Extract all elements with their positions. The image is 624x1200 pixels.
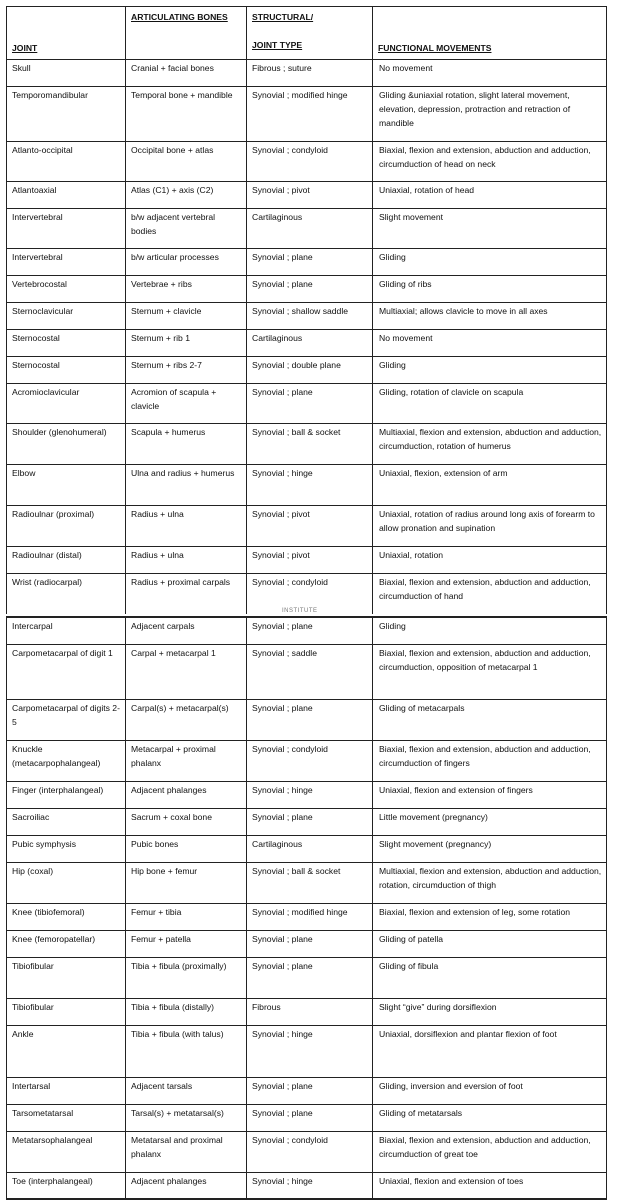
cell-joint: Ankle — [7, 1025, 126, 1077]
cell-bones: Tarsal(s) + metatarsal(s) — [126, 1104, 247, 1131]
cell-bones: Scapula + humerus — [126, 424, 247, 465]
cell-type: Synovial ; plane — [247, 1077, 373, 1104]
cell-type: Synovial ; plane — [247, 808, 373, 835]
cell-type: Synovial ; condyloid — [247, 574, 373, 614]
cell-bones: Temporal bone + mandible — [126, 87, 247, 142]
cell-joint: Knee (femoropatellar) — [7, 930, 126, 957]
table-row — [7, 835, 607, 862]
cell-type: Synovial ; plane — [247, 699, 373, 740]
cell-type: Synovial ; condyloid — [247, 142, 373, 182]
cell-movement: Multiaxial, flexion and extension, abduction and adduction, circumduction, rotation of humerus — [373, 424, 607, 465]
cell-joint: Radioulnar (proximal) — [7, 506, 126, 547]
table-row — [7, 465, 607, 506]
cell-type: Synovial ; pivot — [247, 506, 373, 547]
cell-type: Synovial ; pivot — [247, 547, 373, 574]
cell-joint: Metatarsophalangeal — [7, 1131, 126, 1172]
cell-joint: Wrist (radiocarpal) — [7, 574, 126, 614]
header-row — [7, 7, 607, 60]
table-row — [7, 740, 607, 781]
cell-joint: Pubic symphysis — [7, 835, 126, 862]
header-bones: ARTICULATING BONES — [131, 12, 228, 22]
cell-bones: Sternum + clavicle — [126, 303, 247, 330]
cell-movement: Gliding of ribs — [373, 276, 607, 303]
cell-bones: Atlas (C1) + axis (C2) — [126, 182, 247, 209]
table-row — [7, 276, 607, 303]
cell-joint: Tibiofibular — [7, 957, 126, 998]
table-row — [7, 930, 607, 957]
cell-joint: Intercarpal — [7, 617, 126, 644]
table-row — [7, 357, 607, 384]
cell-bones: Radius + ulna — [126, 506, 247, 547]
cell-joint: Hip (coxal) — [7, 862, 126, 903]
cell-bones: Pubic bones — [126, 835, 247, 862]
cell-movement: Uniaxial, rotation of radius around long axis of forearm to allow pronation and supination — [373, 506, 607, 547]
cell-movement: Gliding, rotation of clavicle on scapula — [373, 384, 607, 424]
cell-joint: Radioulnar (distal) — [7, 547, 126, 574]
cell-joint: Intervertebral — [7, 209, 126, 249]
table-row — [7, 424, 607, 465]
cell-movement: Gliding — [373, 249, 607, 276]
cell-joint: Carpometacarpal of digit 1 — [7, 644, 126, 699]
cell-type: Synovial ; ball & socket — [247, 862, 373, 903]
cell-movement: No movement — [373, 60, 607, 87]
cell-type: Synovial ; plane — [247, 617, 373, 644]
header-type-cell — [247, 7, 373, 60]
header-type: JOINT TYPE — [252, 40, 303, 50]
joints-table-part-2 — [6, 616, 606, 1195]
cell-type: Synovial ; plane — [247, 276, 373, 303]
cell-movement: Biaxial, flexion and extension, abduction and adduction, circumduction of hand — [373, 574, 607, 614]
cell-bones: Metatarsal and proximal phalanx — [126, 1131, 247, 1172]
cell-movement: Gliding, inversion and eversion of foot — [373, 1077, 607, 1104]
cell-bones: Femur + patella — [126, 930, 247, 957]
cell-bones: Radius + proximal carpals — [126, 574, 247, 614]
cell-joint: Sternoclavicular — [7, 303, 126, 330]
cell-type: Synovial ; plane — [247, 1104, 373, 1131]
cell-movement: Uniaxial, dorsiflexion and plantar flexion of foot — [373, 1025, 607, 1077]
header-joint: JOINT — [12, 43, 38, 53]
cell-joint: Shoulder (glenohumeral) — [7, 424, 126, 465]
cell-joint: Tarsometatarsal — [7, 1104, 126, 1131]
cell-bones: Sacrum + coxal bone — [126, 808, 247, 835]
cell-type: Synovial ; shallow saddle — [247, 303, 373, 330]
cell-movement: Slight “give” during dorsiflexion — [373, 998, 607, 1025]
cell-type: Synovial ; hinge — [247, 1025, 373, 1077]
cell-type: Cartilaginous — [247, 835, 373, 862]
cell-movement: No movement — [373, 330, 607, 357]
cell-movement: Biaxial, flexion and extension, abduction and adduction, circumduction of fingers — [373, 740, 607, 781]
cell-joint: Knee (tibiofemoral) — [7, 903, 126, 930]
joints-table-lower — [6, 616, 607, 1200]
cell-type: Synovial ; condyloid — [247, 740, 373, 781]
cell-movement: Slight movement (pregnancy) — [373, 835, 607, 862]
cell-bones: Occipital bone + atlas — [126, 142, 247, 182]
cell-movement: Little movement (pregnancy) — [373, 808, 607, 835]
table-row — [7, 1077, 607, 1104]
cell-bones: Sternum + rib 1 — [126, 330, 247, 357]
cell-bones: b/w articular processes — [126, 249, 247, 276]
cell-joint: Tibiofibular — [7, 998, 126, 1025]
cell-movement: Uniaxial, flexion and extension of fingers — [373, 781, 607, 808]
cell-joint: Skull — [7, 60, 126, 87]
cell-joint: Atlantoaxial — [7, 182, 126, 209]
cell-movement: Biaxial, flexion and extension, abduction and adduction, circumduction of great toe — [373, 1131, 607, 1172]
table-row — [7, 617, 607, 644]
table-row — [7, 209, 607, 249]
cell-bones: Carpal + metacarpal 1 — [126, 644, 247, 699]
cell-type: Synovial ; hinge — [247, 465, 373, 506]
header-structural: STRUCTURAL/ — [252, 12, 314, 22]
table-row — [7, 87, 607, 142]
table-row — [7, 699, 607, 740]
table-row — [7, 957, 607, 998]
cell-type: Cartilaginous — [247, 330, 373, 357]
cell-type: Synovial ; hinge — [247, 781, 373, 808]
cell-bones: Acromion of scapula + clavicle — [126, 384, 247, 424]
table-row — [7, 1025, 607, 1077]
cell-type: Synovial ; hinge — [247, 1172, 373, 1199]
cell-joint: Carpometacarpal of digits 2-5 — [7, 699, 126, 740]
table-row — [7, 142, 607, 182]
cell-bones: Ulna and radius + humerus — [126, 465, 247, 506]
cell-type: Fibrous ; suture — [247, 60, 373, 87]
cell-type: Synovial ; plane — [247, 249, 373, 276]
cell-movement: Uniaxial, flexion, extension of arm — [373, 465, 607, 506]
cell-movement: Gliding — [373, 617, 607, 644]
cell-movement: Biaxial, flexion and extension, abduction and adduction, circumduction, opposition of metacarpal 1 — [373, 644, 607, 699]
cell-joint: Toe (interphalangeal) — [7, 1172, 126, 1199]
header-functional-cell — [373, 7, 607, 60]
cell-movement: Uniaxial, rotation — [373, 547, 607, 574]
cell-joint: Sternocostal — [7, 330, 126, 357]
cell-type: Synovial ; plane — [247, 957, 373, 998]
cell-movement: Gliding of patella — [373, 930, 607, 957]
cell-bones: Femur + tibia — [126, 903, 247, 930]
table-row — [7, 862, 607, 903]
cell-type: Synovial ; modified hinge — [247, 903, 373, 930]
cell-bones: Tibia + fibula (with talus) — [126, 1025, 247, 1077]
cell-joint: Temporomandibular — [7, 87, 126, 142]
cell-bones: Adjacent tarsals — [126, 1077, 247, 1104]
cell-joint: Sternocostal — [7, 357, 126, 384]
cell-type: Synovial ; pivot — [247, 182, 373, 209]
cell-movement: Uniaxial, flexion and extension of toes — [373, 1172, 607, 1199]
cell-movement: Gliding of fibula — [373, 957, 607, 998]
cell-joint: Atlanto-occipital — [7, 142, 126, 182]
cell-bones: b/w adjacent vertebral bodies — [126, 209, 247, 249]
cell-type: Synovial ; ball & socket — [247, 424, 373, 465]
cell-bones: Tibia + fibula (proximally) — [126, 957, 247, 998]
table-row — [7, 1104, 607, 1131]
table-row — [7, 182, 607, 209]
cell-bones: Adjacent carpals — [126, 617, 247, 644]
table-row — [7, 1172, 607, 1199]
cell-bones: Sternum + ribs 2-7 — [126, 357, 247, 384]
cell-type: Synovial ; plane — [247, 384, 373, 424]
cell-joint: Knuckle (metacarpophalangeal) — [7, 740, 126, 781]
cell-bones: Radius + ulna — [126, 547, 247, 574]
cell-movement: Gliding of metacarpals — [373, 699, 607, 740]
table-row — [7, 60, 607, 87]
cell-type: Fibrous — [247, 998, 373, 1025]
cell-movement: Biaxial, flexion and extension, abduction and adduction, circumduction of head on neck — [373, 142, 607, 182]
cell-bones: Tibia + fibula (distally) — [126, 998, 247, 1025]
cell-bones: Vertebrae + ribs — [126, 276, 247, 303]
cell-bones: Carpal(s) + metacarpal(s) — [126, 699, 247, 740]
cell-type: Synovial ; condyloid — [247, 1131, 373, 1172]
cell-movement: Slight movement — [373, 209, 607, 249]
joints-table-part-1 — [6, 6, 606, 610]
table-row — [7, 506, 607, 547]
cell-type: Synovial ; saddle — [247, 644, 373, 699]
cell-movement: Gliding of metatarsals — [373, 1104, 607, 1131]
table-row — [7, 303, 607, 330]
cell-movement: Gliding &uniaxial rotation, slight lateral movement, elevation, depression, protraction and retraction of mandible — [373, 87, 607, 142]
table-row — [7, 644, 607, 699]
header-joint-cell — [7, 7, 126, 60]
cell-bones: Adjacent phalanges — [126, 1172, 247, 1199]
cell-bones: Adjacent phalanges — [126, 781, 247, 808]
table-row — [7, 547, 607, 574]
cell-type: Synovial ; double plane — [247, 357, 373, 384]
cell-bones: Cranial + facial bones — [126, 60, 247, 87]
table-row — [7, 998, 607, 1025]
joints-table-upper — [6, 6, 607, 614]
header-bones-cell — [126, 7, 247, 60]
watermark-text: INSTITUTE — [282, 608, 318, 614]
cell-type: Synovial ; plane — [247, 930, 373, 957]
cell-movement: Multiaxial; allows clavicle to move in all axes — [373, 303, 607, 330]
table-row — [7, 781, 607, 808]
table-row — [7, 903, 607, 930]
cell-movement: Gliding — [373, 357, 607, 384]
header-functional: FUNCTIONAL MOVEMENTS — [378, 43, 492, 53]
cell-joint: Intervertebral — [7, 249, 126, 276]
table-row — [7, 330, 607, 357]
table-row — [7, 808, 607, 835]
cell-joint: Vertebrocostal — [7, 276, 126, 303]
cell-bones: Hip bone + femur — [126, 862, 247, 903]
cell-joint: Intertarsal — [7, 1077, 126, 1104]
cell-joint: Acromioclavicular — [7, 384, 126, 424]
cell-movement: Multiaxial, flexion and extension, abduction and adduction, rotation, circumduction of thigh — [373, 862, 607, 903]
table-row — [7, 384, 607, 424]
cell-joint: Elbow — [7, 465, 126, 506]
cell-movement: Biaxial, flexion and extension of leg, some rotation — [373, 903, 607, 930]
cell-joint: Sacroiliac — [7, 808, 126, 835]
table-row — [7, 1131, 607, 1172]
cell-type: Cartilaginous — [247, 209, 373, 249]
cell-joint: Finger (interphalangeal) — [7, 781, 126, 808]
cell-type: Synovial ; modified hinge — [247, 87, 373, 142]
cell-bones: Metacarpal + proximal phalanx — [126, 740, 247, 781]
cell-movement: Uniaxial, rotation of head — [373, 182, 607, 209]
table-row — [7, 249, 607, 276]
